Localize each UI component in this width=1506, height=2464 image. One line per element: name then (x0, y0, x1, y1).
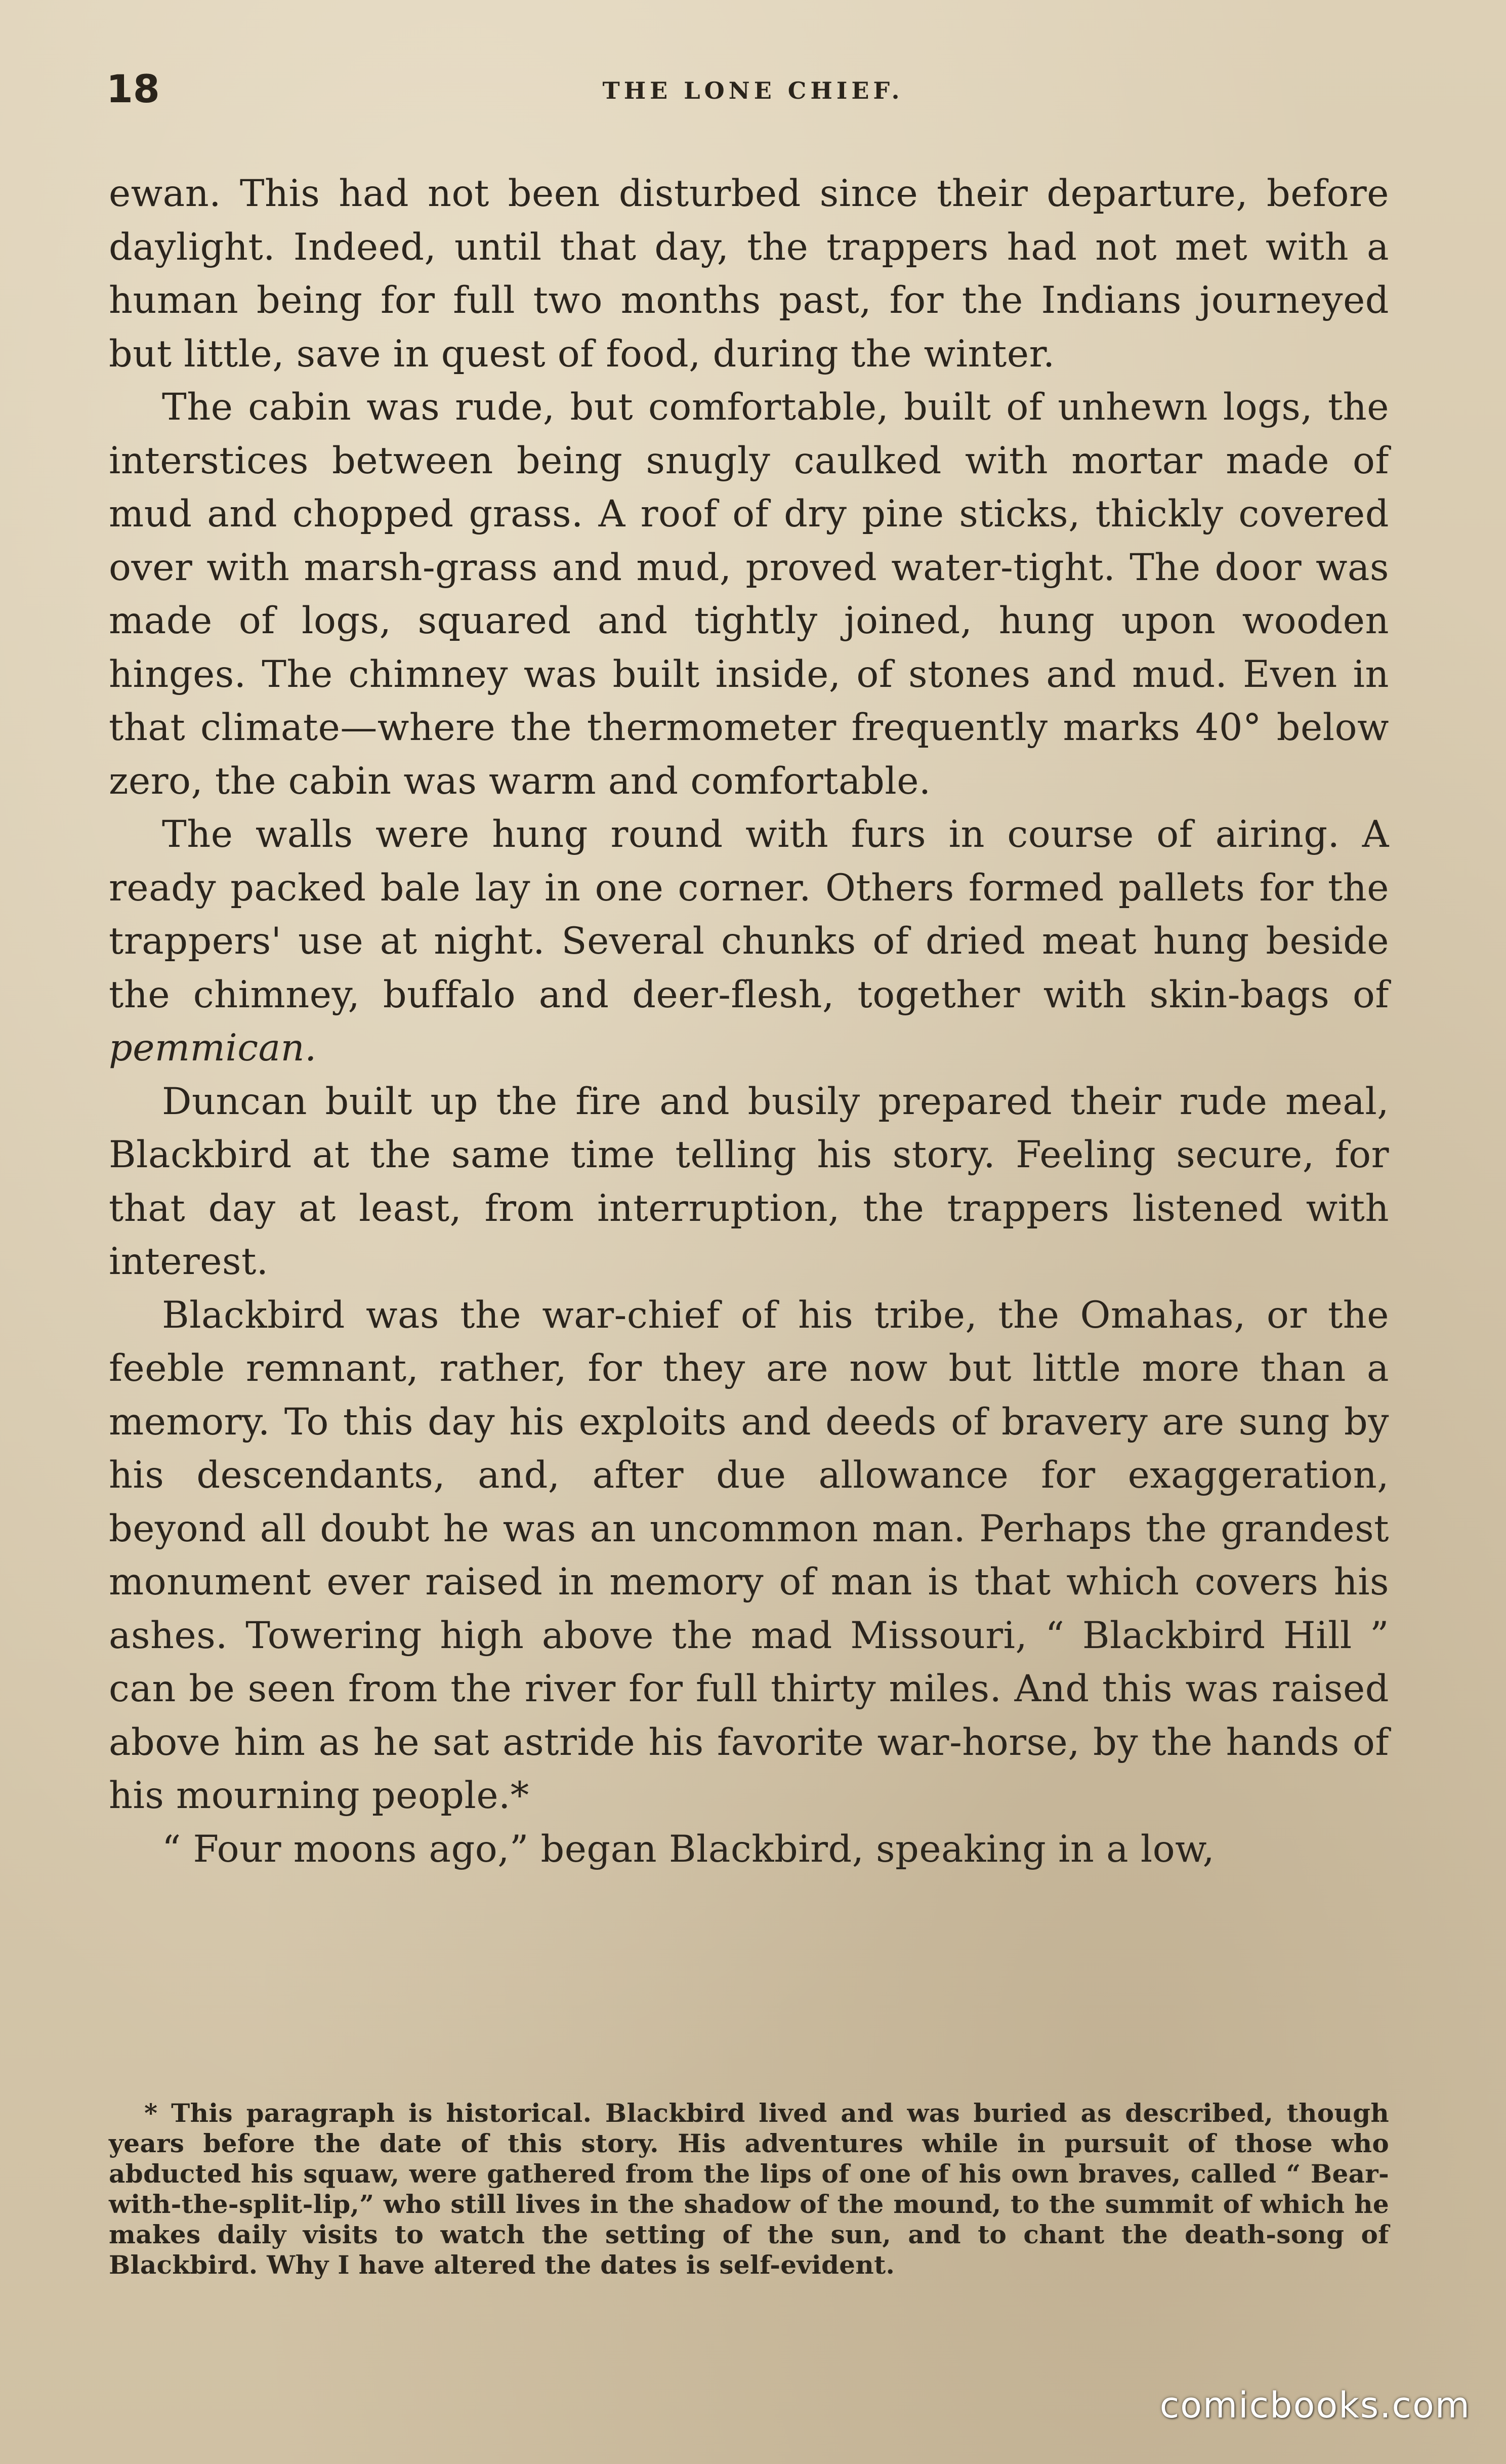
italic-word: pemmican. (109, 1026, 317, 1070)
paragraph-text: The walls were hung round with furs in course of airing. A ready packed bale lay in one corner. Others formed pallets for the trappers' use at night. Several chunks of dried meat hung beside the chimney, buffalo and deer-flesh, together with skin-bags of (109, 813, 1389, 1016)
paragraph: Duncan built up the fire and busily prepared their rude meal, Blackbird at the same time telling his story. Feeling secure, for that day at least, from interruption, the trappers listened with interest. (109, 1080, 1389, 1283)
body-text (109, 167, 1389, 1876)
running-head (106, 66, 1400, 121)
watermark: comicbooks.com (1159, 2385, 1471, 2426)
paragraph: Blackbird was the war-chief of his tribe, the Omahas, or the feeble remnant, rather, for they are now but little more than a memory. To this day his exploits and deeds of bravery are sung by his descendants, and, after due allowance for exaggeration, beyond all doubt he was an uncommon man. Perhaps the grandest monument ever raised in memory of man is that which covers his ashes. Towering high above the mad Missouri, “ Blackbird Hill ” can be seen from the river for full thirty miles. And this was raised above him as he sat astride his favorite war-horse, by the hands of his mourning people.* (109, 1293, 1389, 1817)
paragraph (109, 808, 1389, 1075)
footnote-text: * This paragraph is historical. Blackbird lived and was buried as described, though years before the date of this story. His adventures while in pursuit of those who abducted his squaw, were gathered from the lips of one of his own braves, called “ Bear-with-the-split-lip,” who still lives in the shadow of the mound, to the summit of which he makes daily visits to watch the setting of the sun, and to chant the death-song of Blackbird. Why I have altered the dates is self-evident. (109, 2098, 1389, 2280)
paragraph: The cabin was rude, but comfortable, built of unhewn logs, the interstices between being snugly caulked with mortar made of mud and chopped grass. A roof of dry pine sticks, thickly covered over with marsh-grass and mud, proved water-tight. The door was made of logs, squared and tightly joined, hung upon wooden hinges. The chimney was built inside, of stones and mud. Even in that climate—where the thermometer frequently marks 40° below zero, the cabin was warm and comfortable. (109, 386, 1389, 803)
page-number: 18 (106, 66, 160, 111)
paragraph: ewan. This had not been disturbed since their departure, before daylight. Indeed, until that day, the trappers had not met with a human being for full two months past, for the Indians journeyed but little, save in quest of food, during the winter. (109, 172, 1389, 376)
footnote (109, 2098, 1389, 2280)
paragraph: “ Four moons ago,” began Blackbird, speaking in a low, (162, 1827, 1215, 1871)
running-title: THE LONE CHIEF. (602, 77, 904, 104)
